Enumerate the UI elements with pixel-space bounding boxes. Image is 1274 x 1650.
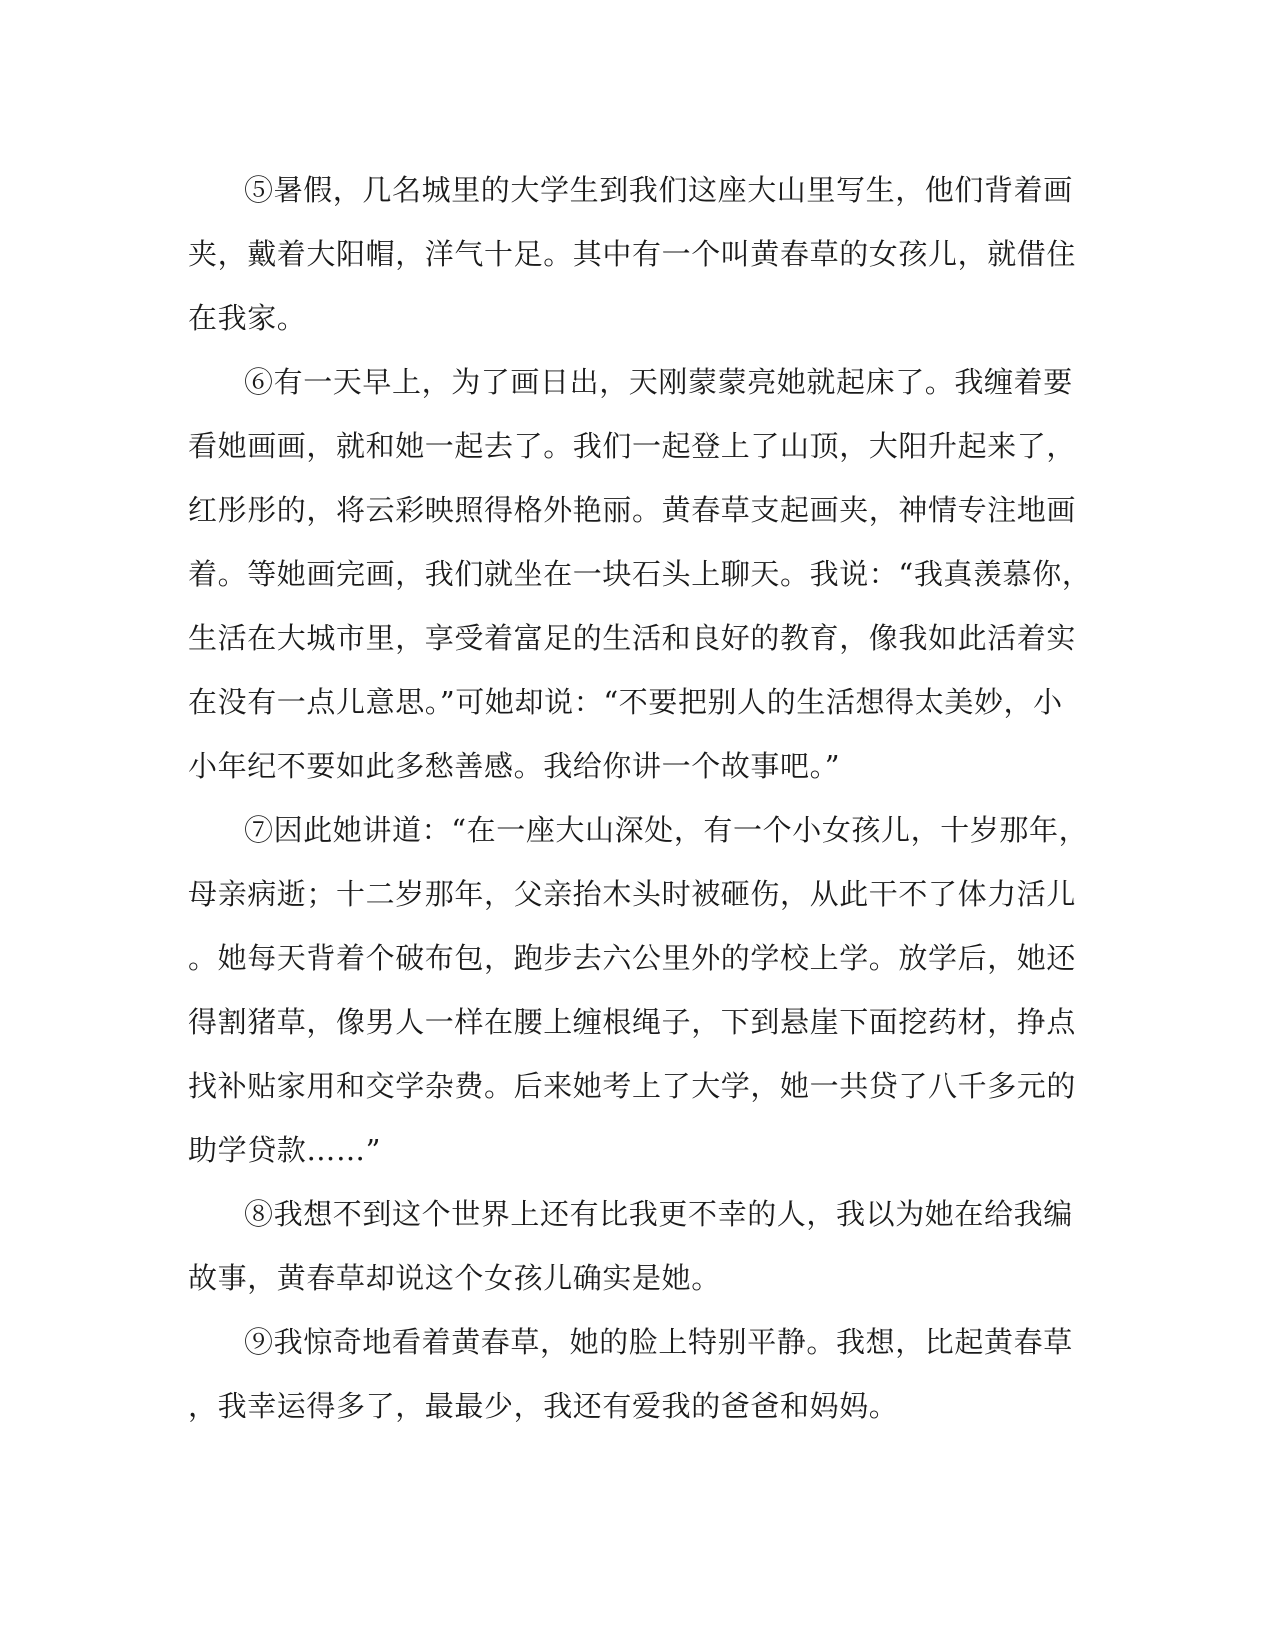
paragraph-5 <box>188 158 1077 350</box>
text-line: 生活在大城市里，享受着富足的生活和良好的教育，像我如此活着实 <box>188 621 1077 655</box>
text-line: 得割猪草，像男人一样在腰上缠根绳子，下到悬崖下面挖药材，挣点 <box>188 1005 1077 1039</box>
text-line: 看她画画，就和她一起去了。我们一起登上了山顶，大阳升起来了， <box>188 429 1077 463</box>
text-line: ，我幸运得多了，最最少，我还有爱我的爸爸和妈妈。 <box>188 1389 899 1423</box>
text-line: 在我家。 <box>188 301 307 335</box>
text-body <box>188 158 1092 1438</box>
text-line: 小年纪不要如此多愁善感。我给你讲一个故事吧。” <box>188 749 841 783</box>
text-line: 在没有一点儿意思。”可她却说：“不要把别人的生活想得太美妙，小 <box>188 685 1063 719</box>
text-line: ⑦因此她讲道：“在一座大山深处，有一个小女孩儿，十岁那年， <box>244 813 1089 847</box>
text-line: ⑥有一天早上，为了画日出，天刚蒙蒙亮她就起床了。我缠着要 <box>244 365 1073 399</box>
text-line: 故事，黄春草却说这个女孩儿确实是她。 <box>188 1261 721 1295</box>
text-line: 母亲病逝；十二岁那年，父亲抬木头时被砸伤，从此干不了体力活儿 <box>188 877 1077 911</box>
text-line: 夹，戴着大阳帽，洋气十足。其中有一个叫黄春草的女孩儿，就借住 <box>188 237 1077 271</box>
text-line: 助学贷款……” <box>188 1133 382 1167</box>
text-line: ⑧我想不到这个世界上还有比我更不幸的人，我以为她在给我编 <box>244 1197 1073 1231</box>
text-line: 红彤彤的，将云彩映照得格外艳丽。黄春草支起画夹，神情专注地画 <box>188 493 1077 527</box>
text-line: 着。等她画完画，我们就坐在一块石头上聊天。我说：“我真羡慕你， <box>188 557 1092 591</box>
paragraph-7 <box>188 798 1089 1182</box>
text-line: 找补贴家用和交学杂费。后来她考上了大学，她一共贷了八千多元的 <box>188 1069 1077 1103</box>
text-line: ⑤暑假，几名城里的大学生到我们这座大山里写生，他们背着画 <box>244 173 1073 207</box>
paragraph-6 <box>188 350 1092 798</box>
paragraph-8 <box>188 1182 1073 1310</box>
paragraph-9 <box>188 1310 1073 1438</box>
text-line: ⑨我惊奇地看着黄春草，她的脸上特别平静。我想，比起黄春草 <box>244 1325 1073 1359</box>
text-line: 。她每天背着个破布包，跑步去六公里外的学校上学。放学后，她还 <box>188 941 1077 975</box>
